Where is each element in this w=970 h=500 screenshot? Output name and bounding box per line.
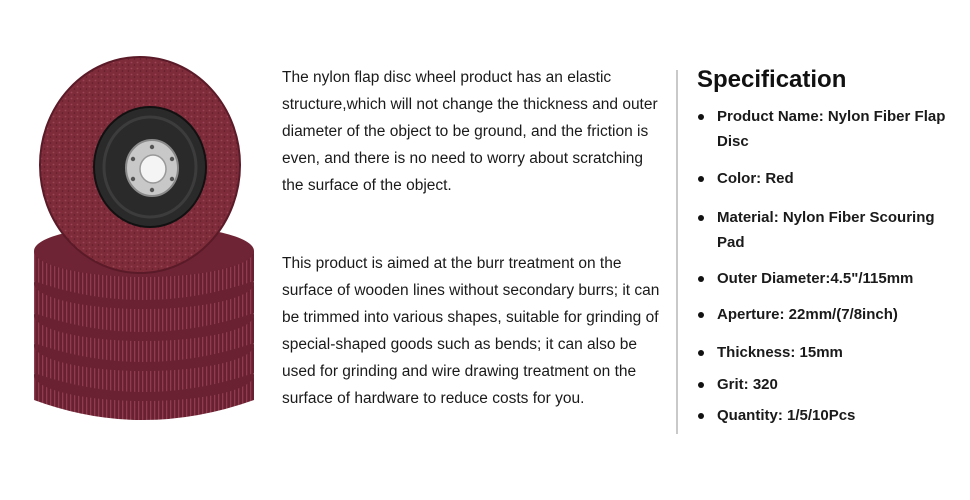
spec-item-text: Color: Red xyxy=(717,170,794,187)
spec-item-grit xyxy=(697,372,965,397)
bullet-icon xyxy=(698,215,704,221)
spec-item-product-name xyxy=(697,104,965,154)
description-paragraph-1: The nylon flap disc wheel product has an elastic structure,which will not change the thickness and outer diameter of the object to be ground, and the friction is even, and there is no need to worry about scratching the surface of the object. xyxy=(282,69,658,194)
bullet-icon xyxy=(698,114,704,120)
spec-item-thickness xyxy=(697,340,965,365)
bullet-icon xyxy=(698,413,704,419)
spec-item-aperture xyxy=(697,302,965,327)
spec-item-text: Material: Nylon Fiber Scouring Pad xyxy=(717,209,935,251)
spec-item-outer-diameter xyxy=(697,266,965,291)
spec-item-text: Aperture: 22mm/(7/8inch) xyxy=(717,306,898,323)
bullet-icon xyxy=(698,312,704,318)
front-disc xyxy=(40,57,240,273)
spec-item-text: Outer Diameter:4.5"/115mm xyxy=(717,270,914,287)
bullet-icon xyxy=(698,176,704,182)
bullet-icon xyxy=(698,350,704,356)
spec-item-text: Thickness: 15mm xyxy=(717,344,843,361)
description-paragraph-2: This product is aimed at the burr treatment on the surface of wooden lines without secondary burrs; it can be trimmed into various shapes, suitable for grinding of special-shaped goods such as bends; it can also be used for grinding and wire drawing treatment on the surface of hardware to reduce costs for you. xyxy=(282,255,660,407)
spec-item-quantity xyxy=(697,403,965,428)
spec-item-color xyxy=(697,166,965,191)
spec-item-text: Grit: 320 xyxy=(717,376,778,393)
spec-item-text: Product Name: Nylon Fiber Flap Disc xyxy=(717,108,946,150)
bullet-icon xyxy=(698,276,704,282)
spec-item-material xyxy=(697,205,965,255)
spec-item-text: Quantity: 1/5/10Pcs xyxy=(717,407,856,424)
column-divider xyxy=(676,70,678,434)
product-image xyxy=(22,55,262,435)
bullet-icon xyxy=(698,382,704,388)
specification-title: Specification xyxy=(697,66,847,93)
